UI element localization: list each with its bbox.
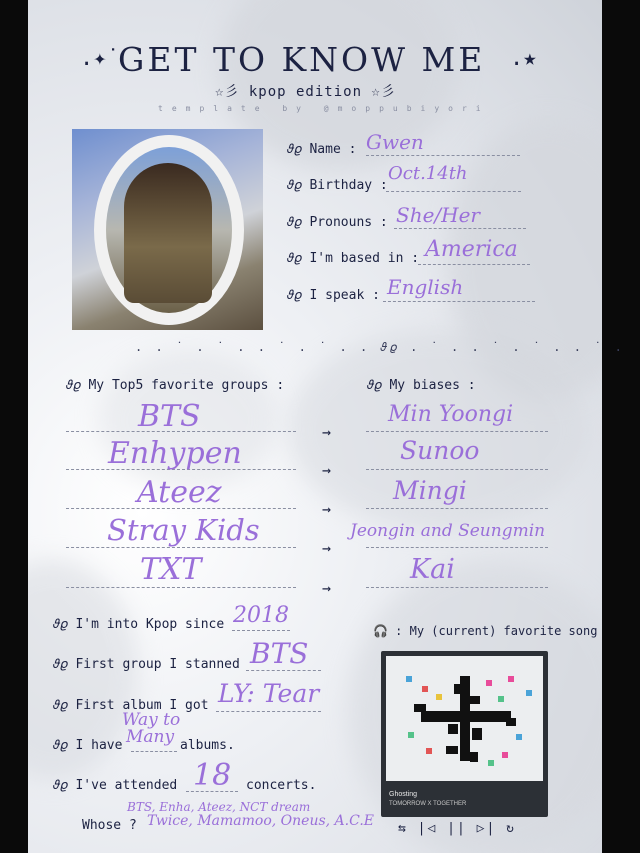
concerts-value: 18: [193, 758, 232, 793]
song-label: 🎧 : My (current) favorite song: [373, 624, 598, 638]
bias-1: Min Yoongi: [388, 402, 514, 427]
template-credit: template by @moppubiyori: [158, 104, 490, 113]
music-player: [381, 651, 548, 817]
arrow-icon: →: [322, 423, 332, 441]
star-icon: .★: [510, 46, 537, 71]
arrow-icon: →: [322, 579, 332, 597]
speak-label: 𝜗𝜚 I speak :: [287, 288, 380, 303]
biases-label: 𝜗𝜚 My biases :: [367, 378, 476, 393]
bias-3: Mingi: [393, 476, 467, 505]
birthday-value: Oct.14th: [388, 163, 468, 184]
since-value: 2018: [233, 603, 289, 628]
bias-2: Sunoo: [400, 436, 480, 465]
whose-list-1: BTS, Enha, Ateez, NCT dream: [127, 800, 311, 814]
name-value: Gwen: [366, 130, 424, 154]
birthday-label: 𝜗𝜚 Birthday :: [287, 178, 388, 193]
first-group-label: 𝜗𝜚 First group I stanned: [53, 657, 240, 672]
based-value: America: [425, 237, 518, 262]
whose-list-2: Twice, Mamamoo, Oneus, A.C.E: [147, 813, 374, 829]
section-divider: . . ˙ . ˙ . . ˙ . ˙ . . 𝜗𝜚 . ˙ . . ˙ . ˙ . . ˙ .: [135, 340, 625, 354]
group-1: BTS: [138, 399, 201, 434]
since-label: 𝜗𝜚 I'm into Kpop since: [53, 617, 225, 632]
concerts-suffix: concerts.: [246, 778, 317, 793]
sparkle-icon: .✦˙: [80, 46, 120, 71]
group-2: Enhypen: [108, 436, 242, 471]
albums-value-2: Many: [126, 727, 175, 747]
first-album-value: LY: Tear: [218, 679, 320, 708]
group-5: TXT: [140, 552, 202, 587]
first-album-label: 𝜗𝜚 First album I got: [53, 698, 209, 713]
player-controls: ⇆ |◁ || ▷| ↻: [398, 821, 516, 836]
albums-suffix: albums.: [180, 738, 235, 753]
page-title: GET TO KNOW ME: [118, 40, 486, 79]
bias-4: Jeongin and Seungmin: [350, 521, 546, 541]
concerts-label: 𝜗𝜚 I've attended: [53, 778, 178, 793]
album-cover: [386, 656, 543, 781]
pronouns-label: 𝜗𝜚 Pronouns :: [287, 215, 388, 230]
groups-label: 𝜗𝜚 My Top5 favorite groups :: [66, 378, 285, 393]
song-artist: TOMORROW X TOGETHER: [389, 801, 467, 807]
name-label: 𝜗𝜚 Name :: [287, 142, 357, 157]
based-label: 𝜗𝜚 I'm based in :: [287, 251, 420, 266]
profile-photo: [72, 129, 263, 330]
albums-value-1: Way to: [122, 710, 181, 730]
subtitle: ☆彡 kpop edition ☆彡: [215, 84, 396, 100]
albums-label: 𝜗𝜚 I have: [53, 738, 123, 753]
pronouns-value: She/Her: [396, 203, 480, 227]
song-title: Ghosting: [389, 791, 418, 798]
speak-value: English: [387, 275, 464, 299]
arrow-icon: →: [322, 461, 332, 479]
bias-5: Kai: [410, 554, 455, 585]
group-4: Stray Kids: [107, 513, 260, 547]
whose-label: Whose ?: [82, 818, 137, 833]
group-3: Ateez: [137, 475, 222, 510]
arrow-icon: →: [322, 500, 332, 518]
arrow-icon: →: [322, 539, 332, 557]
first-group-value: BTS: [250, 637, 309, 670]
